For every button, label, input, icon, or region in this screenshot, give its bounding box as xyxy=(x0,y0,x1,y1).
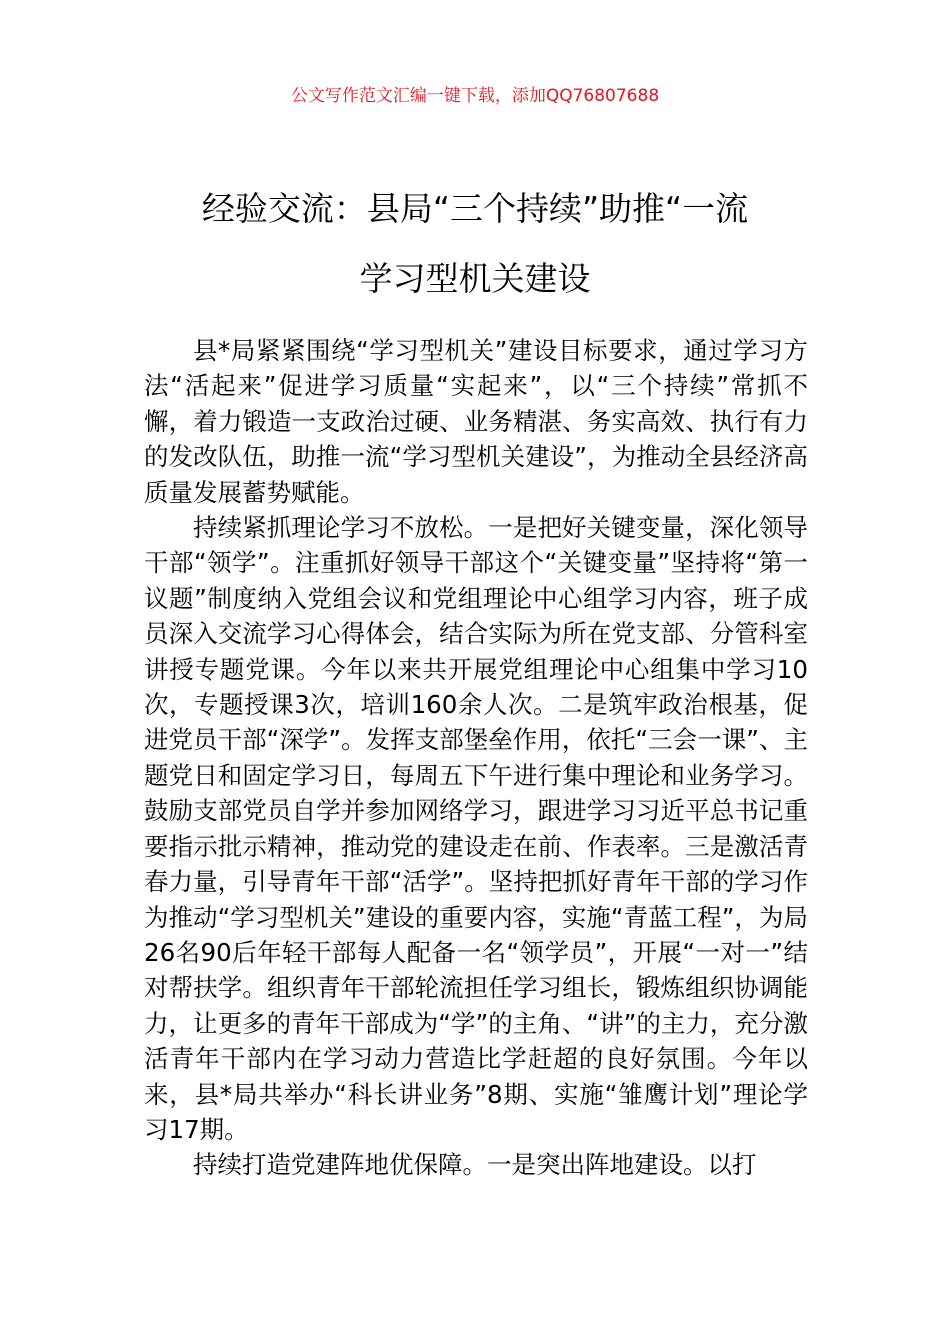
watermark-note: 公文写作范文汇编一键下载，添加QQ76807688 xyxy=(290,86,660,106)
document-title xyxy=(120,174,830,314)
paragraph-party-building: 持续打造党建阵地优保障。一是突出阵地建设。以打 xyxy=(193,1150,757,1180)
title-line-2: 学习型机关建设 xyxy=(359,259,591,298)
title-line-1: 经验交流：县局“三个持续”助推“一流 xyxy=(201,189,749,228)
document-body xyxy=(144,333,808,1183)
paragraph-intro: 县*局紧紧围绕“学习型机关”建设目标要求，通过学习方法“活起来”促进学习质量“实起来”，以“三个持续”常抓不懈，着力锻造一支政治过硬、业务精湛、务实高效、执行有力的发改队伍，助推一流“学习型机关建设”，为推动全县经济高质量发展蓄势赋能。 xyxy=(144,336,808,507)
paragraph-theory-study: 持续紧抓理论学习不放松。一是把好关键变量，深化领导干部“领学”。注重抓好领导干部这个“关键变量”坚持将“第一议题”制度纳入党组会议和党组理论中心组学习内容，班子成员深入交流学习心得体会，结合实际为所在党支部、分管科室讲授专题党课。今年以来共开展党组理论中心组集中学习10次，专题授课3次，培训160余人次。二是筑牢政治根基，促进党员干部“深学”。发挥支部堡垒作用，依托“三会一课”、主题党日和固定学习日，每周五下午进行集中理论和业务学习。鼓励支部党员自学并参加网络学习，跟进学习习近平总书记重要指示批示精神，推动党的建设走在前、作表率。三是激活青春力量，引导青年干部“活学”。坚持把抓好青年干部的学习作为推动“学习型机关”建设的重要内容，实施“青蓝工程”，为局26名90后年轻干部每人配备一名“领学员”，开展“一对一”结对帮扶学。组织青年干部轮流担任学习组长，锻炼组织协调能力，让更多的青年干部成为“学”的主角、“讲”的主力，充分激活青年干部内在学习动力营造比学赶超的良好氛围。今年以来，县*局共举办“科长讲业务”8期、实施“雏鹰计划”理论学习17期。 xyxy=(144,513,808,1144)
